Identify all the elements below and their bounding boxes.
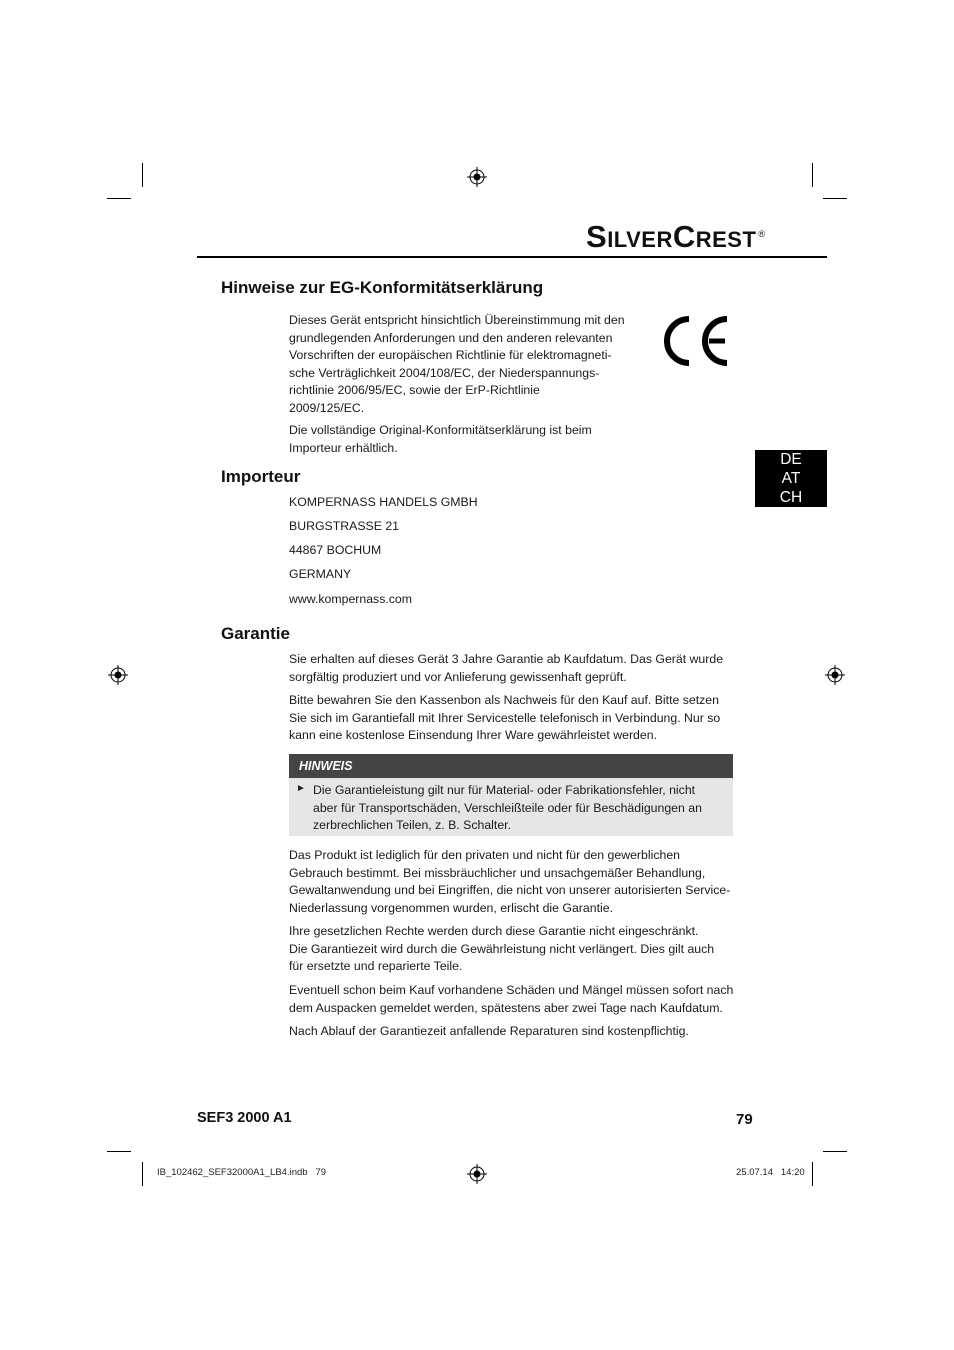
importer-heading: Importeur [221, 467, 301, 486]
text-line: richtlinie 2006/95/EC, sowie der ErP-Richtlinie [289, 383, 540, 397]
text-line: Dieses Gerät entspricht hinsichtlich Übereinstimmung mit den [289, 313, 625, 327]
crop-mark-bottom-left-h [107, 1151, 131, 1152]
text-line: kann eine kostenlose Einsendung Ihrer Ware gewährleistet werden. [289, 728, 657, 742]
text-line: Gebrauch bestimmt. Bei missbräuchlicher und unsachgemäßer Behandlung, [289, 865, 706, 880]
logo-letters: REST [695, 227, 757, 252]
registration-mark-icon [467, 167, 487, 187]
logo-letters: ILVER [607, 227, 673, 252]
warranty-paragraph-4 [289, 923, 737, 976]
slug-date: 25.07.14 14:20 [736, 1167, 805, 1178]
logo-letter: C [672, 219, 696, 254]
text-line: Gewaltanwendung und bei Eingriffen, die nicht von unserer autorisierten Service- [289, 883, 731, 897]
text-line: Eventuell schon beim Kauf vorhandene Schäden und Mängel müssen sofort nach [289, 983, 734, 997]
text-line: aber für Transportschäden, Verschleißteile oder für Beschädigungen an [313, 800, 702, 815]
text-line: für ersetzte und reparierte Teile. [289, 959, 463, 973]
text-line: Das Produkt ist lediglich für den privaten und nicht für den gewerblichen [289, 848, 680, 862]
crop-mark-top-right-h [823, 198, 847, 199]
brand-logo [586, 219, 766, 255]
text-line: sche Verträglichkeit 2004/108/EC, der Niederspannungs- [289, 365, 600, 380]
warranty-paragraph-6 [289, 1023, 737, 1041]
crop-mark-top-left-v [142, 163, 143, 187]
text-line: Nach Ablauf der Garantiezeit anfallende Reparaturen sind kostenpflichtig. [289, 1024, 689, 1038]
crop-mark-bottom-right-v [812, 1162, 813, 1186]
crop-mark-bottom-right-h [823, 1151, 847, 1152]
logo-letter: S [586, 219, 608, 254]
text-line: Die Garantiezeit wird durch die Gewährleistung nicht verlängert. Dies gilt auch [289, 941, 715, 956]
text-line: Vorschriften der europäischen Richtlinie für elektromagneti- [289, 348, 612, 362]
text-line: Sie erhalten auf dieses Gerät 3 Jahre Garantie ab Kaufdatum. Das Gerät wurde [289, 652, 724, 666]
text-line: 2009/125/EC. [289, 400, 365, 415]
language-tab [755, 450, 827, 507]
note-text [313, 782, 723, 835]
text-line: zerbrechlichen Teilen, z. B. Schalter. [313, 818, 511, 832]
lang-de: DE [780, 451, 802, 468]
footer-model: SEF3 2000 A1 [197, 1110, 292, 1126]
importer-line: BURGSTRASSE 21 [289, 519, 400, 533]
text-line: Importeur erhältlich. [289, 440, 398, 455]
importer-line: GERMANY [289, 567, 352, 581]
warranty-paragraph-1 [289, 651, 737, 686]
warranty-paragraph-3 [289, 847, 737, 917]
lang-ch: CH [779, 489, 803, 506]
registration-mark-icon [825, 665, 845, 685]
text-line: Ihre gesetzlichen Rechte werden durch diese Garantie nicht eingeschränkt. [289, 924, 699, 938]
conformity-paragraph-1 [289, 312, 629, 417]
text-line: Sie sich im Garantiefall mit Ihrer Servicestelle telefonisch in Verbindung. Nur so [289, 710, 721, 725]
ce-mark-icon [657, 315, 731, 367]
bullet-arrow-icon: ► [296, 783, 306, 794]
text-line: dem Auspacken gemeldet werden, spätestens aber zwei Tage nach Kaufdatum. [289, 1000, 723, 1015]
crop-mark-top-right-v [812, 163, 813, 187]
conformity-paragraph-2 [289, 422, 629, 457]
text-line: Die Garantieleistung gilt nur für Material- oder Fabrikationsfehler, nicht [313, 783, 696, 797]
registration-mark-icon [108, 665, 128, 685]
importer-line: 44867 BOCHUM [289, 543, 382, 557]
importer-line: KOMPERNASS HANDELS GMBH [289, 495, 478, 509]
header-rule [197, 256, 827, 258]
warranty-heading: Garantie [221, 624, 290, 643]
lang-at: AT [781, 470, 801, 487]
text-line: sorgfältig produziert und vor Anlieferung gewissenhaft geprüft. [289, 669, 627, 684]
crop-mark-bottom-left-v [142, 1162, 143, 1186]
trademark-symbol: ® [758, 229, 766, 239]
registration-mark-icon [467, 1164, 487, 1184]
text-line: Bitte bewahren Sie den Kassenbon als Nachweis für den Kauf auf. Bitte setzen [289, 693, 719, 707]
conformity-heading: Hinweise zur EG-Konformitätserklärung [221, 278, 544, 297]
text-line: Niederlassung vorgenommen wurden, erlischt die Garantie. [289, 900, 613, 915]
slug-file: IB_102462_SEF32000A1_LB4.indb 79 [157, 1167, 327, 1178]
page-number: 79 [736, 1111, 753, 1128]
warranty-paragraph-5 [289, 982, 737, 1017]
crop-mark-top-left-h [107, 198, 131, 199]
text-line: grundlegenden Anforderungen und den anderen relevanten [289, 330, 613, 345]
note-title: HINWEIS [289, 754, 733, 778]
text-line: Die vollständige Original-Konformitätserklärung ist beim [289, 423, 592, 437]
warranty-paragraph-2 [289, 692, 737, 745]
importer-website: www.kompernass.com [289, 592, 413, 606]
